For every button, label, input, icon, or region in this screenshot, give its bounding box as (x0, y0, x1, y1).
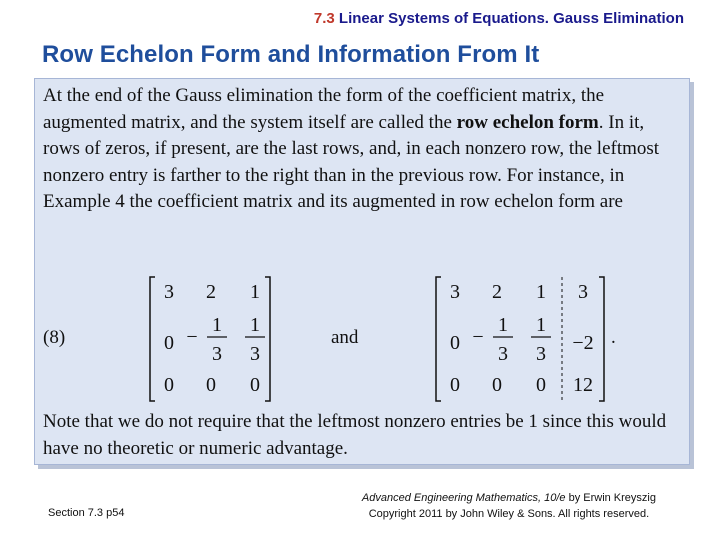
content-box (34, 78, 690, 465)
slide-title: Row Echelon Form and Information From It (42, 41, 540, 68)
minus-sign: − (186, 326, 198, 348)
minus-sign: − (472, 326, 484, 348)
augmented-matrix (431, 271, 609, 407)
frac1-denominator: 3 (498, 343, 508, 365)
frac2-numerator: 1 (536, 314, 546, 336)
footer-book-title: Advanced Engineering Mathematics, 10/e (361, 492, 566, 504)
intro-text-a: At the end of the Gauss elimination the form of the coefficient matrix, the augmented matrix, and the system itself are called the (43, 85, 605, 133)
right-bracket (265, 277, 270, 401)
note-paragraph: Note that we do not require that the leftmost nonzero entries be 1 since this would have no theoretic or numeric advantage. (43, 411, 667, 459)
equation-label: (8) (43, 327, 66, 348)
intro-text-b: . In it, rows of zeros, if present, are the last rows, and, in each nonzero row, the leftmost nonzero entry is farther to the right than in the previous row. For instance, in Example 4 the coefficient matrix and its augmented in row echelon form are (43, 111, 660, 212)
frac1-numerator: 1 (498, 314, 508, 336)
frac2-numerator: 1 (250, 314, 260, 336)
cell-r3c2: 0 (206, 374, 216, 396)
cell-r2c1: 0 (450, 332, 460, 354)
cell-r3c3: 0 (536, 374, 546, 396)
cell-r2c4: −2 (572, 332, 594, 354)
cell-r3c1: 0 (164, 374, 174, 396)
cell-r1c3: 1 (250, 281, 260, 303)
cell-r3c1: 0 (450, 374, 460, 396)
left-bracket (150, 277, 155, 401)
coefficient-matrix (145, 271, 275, 407)
cell-r1c2: 2 (492, 281, 502, 303)
frac1-denominator: 3 (212, 343, 222, 365)
footer-author: by Erwin Kreyszig (565, 492, 656, 504)
section-header (314, 10, 684, 27)
footer-credits (362, 490, 656, 522)
footer-copyright: Copyright 2011 by John Wiley & Sons. All rights reserved. (368, 508, 650, 520)
cell-r3c4: 12 (573, 374, 593, 396)
frac1-numerator: 1 (212, 314, 222, 336)
right-bracket (599, 277, 604, 401)
cell-r1c1: 3 (164, 281, 174, 303)
cell-r2c1: 0 (164, 332, 174, 354)
cell-r3c3: 0 (250, 374, 260, 396)
section-title: Linear Systems of Equations. Gauss Elimination (334, 10, 684, 27)
cell-r1c4: 3 (578, 281, 588, 303)
cell-r1c3: 1 (536, 281, 546, 303)
frac2-denominator: 3 (536, 343, 546, 365)
and-word: and (331, 327, 359, 348)
cell-r1c1: 3 (450, 281, 460, 303)
frac2-denominator: 3 (250, 343, 260, 365)
equation-period: . (611, 327, 616, 348)
intro-paragraph (43, 83, 683, 216)
intro-bold-term: row echelon form (456, 111, 599, 133)
cell-r1c2: 2 (206, 281, 216, 303)
left-bracket (436, 277, 441, 401)
section-number: 7.3 (313, 10, 335, 27)
cell-r3c2: 0 (492, 374, 502, 396)
footer-book-line (362, 490, 656, 506)
footer-section-ref: Section 7.3 p54 (48, 507, 125, 519)
